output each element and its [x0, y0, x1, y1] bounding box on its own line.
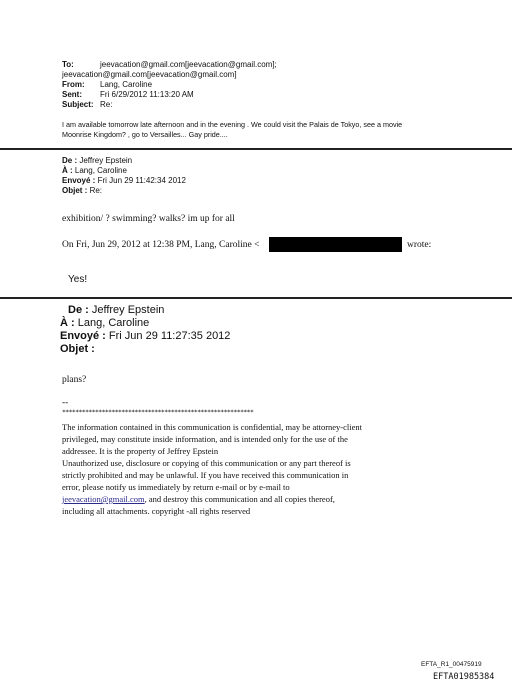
footer-ref-2: EFTA01985384 [433, 672, 495, 682]
sent-value: Fri 6/29/2012 11:13:20 AM [100, 90, 194, 99]
objet-label: Objet : [62, 186, 88, 195]
envoye-value: Fri Jun 29 11:27:35 2012 [108, 330, 231, 342]
de-value: Jeffrey Epstein [79, 156, 133, 165]
signature-stars: ********************************************************** [62, 408, 254, 416]
objet-label: Objet : [60, 343, 95, 355]
email1-body-line2: Moonrise Kingdom? , go to Versailles... Gay pride.... [62, 130, 228, 139]
to-label: To: [62, 60, 74, 69]
email3-body: plans? [62, 375, 87, 385]
redaction-box [269, 237, 402, 252]
de-value: Jeffrey Epstein [91, 304, 165, 316]
email3-envoye-row [60, 330, 230, 343]
email2-a-row [62, 166, 127, 176]
confidentiality-part-b: Unauthorized use, disclosure or copying of this communication or any part thereof is strictly prohibited and may be unlawful. If you have received this communication in error, please notify us immediately by return e-mail or by e-mail to [62, 458, 351, 492]
envoye-label: Envoyé : [60, 330, 106, 342]
email2-quote-suffix: wrote: [407, 240, 432, 250]
subject-value: Re: [100, 100, 113, 109]
email3-objet-row [60, 343, 95, 356]
confidentiality-part-c: , and destroy this communication and all copies thereof, including all attachments. copyright -all rights reserved [62, 494, 335, 516]
contact-email-link[interactable]: jeevacation@gmail.com [62, 494, 145, 504]
from-value: Lang, Caroline [100, 80, 153, 89]
a-label: À : [60, 317, 75, 329]
confidentiality-part-a: The information contained in this communication is confidential, may be attorney-client privileged, may constitute inside information, and is intended only for the use of the addressee. It is the property of Jeffrey Epstein [62, 422, 363, 456]
email3-de-row [68, 304, 164, 317]
separator-rule [0, 148, 512, 150]
to-value: jeevacation@gmail.com[jeevacation@gmail.com]; [100, 60, 277, 69]
a-value: Lang, Caroline [77, 317, 150, 329]
email1-from-row [62, 80, 152, 90]
subject-label: Subject: [62, 100, 94, 109]
email2-objet-row [62, 186, 102, 196]
separator-rule [0, 297, 512, 299]
email2-quote-prefix: On Fri, Jun 29, 2012 at 12:38 PM, Lang, Caroline < [62, 240, 260, 250]
email1-subject-row [62, 100, 112, 110]
email3-a-row [60, 317, 149, 330]
objet-value: Re: [89, 186, 103, 195]
email1-to-continued: jeevacation@gmail.com[jeevacation@gmail.com] [62, 70, 237, 79]
de-label: De : [68, 304, 89, 316]
footer-ref-1: EFTA_R1_00475919 [421, 661, 482, 668]
sent-label: Sent: [62, 90, 82, 99]
email2-body: exhibition/ ? swimming? walks? im up for all [62, 214, 235, 224]
a-value: Lang, Caroline [74, 166, 127, 175]
envoye-label: Envoyé : [62, 176, 96, 185]
envoye-value: Fri Jun 29 11:42:34 2012 [97, 176, 186, 185]
de-label: De : [62, 156, 78, 165]
confidentiality-notice [62, 421, 362, 517]
email1-to-row [62, 60, 277, 70]
email2-de-row [62, 156, 132, 166]
a-label: À : [62, 166, 73, 175]
signature-dash: -- [62, 398, 69, 408]
email1-body-line1: I am available tomorrow late afternoon and in the evening . We could visit the Palais de Tokyo, see a movie [62, 120, 403, 129]
email1-sent-row [62, 90, 194, 100]
from-label: From: [62, 80, 85, 89]
email2-envoye-row [62, 176, 186, 186]
email2-reply: Yes! [68, 274, 88, 285]
